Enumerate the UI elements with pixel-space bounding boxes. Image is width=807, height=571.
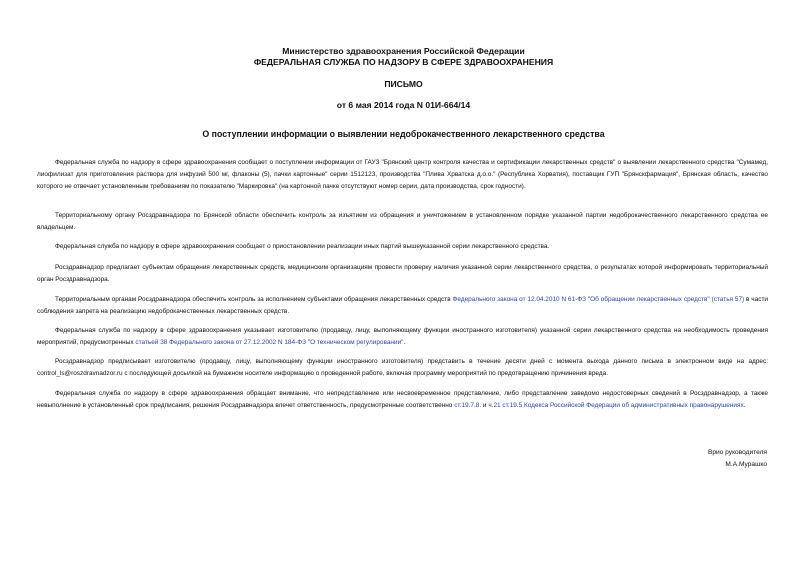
document-type: ПИСЬМО (384, 79, 423, 89)
paragraph-6-before: Федеральная служба по надзору в сфере здравоохранения указывает изготовителю (продавцу, лицу, выполняющему функции иностранного изготовителя) указанной серии лекарственного средства на необходимость проведения мероприятий, предусмотренных (37, 327, 768, 346)
signer-position: Врио руководителя (707, 449, 767, 456)
paragraph-2-text: Территориальному органу Росздравнадзора по Брянской области обеспечить контроль за изъятием из обращения и уничтожением в установленном порядке указанной партии недоброкачественного лекарственного средства ее владельцем. (37, 212, 768, 231)
paragraph-8-between: и (481, 402, 489, 409)
koap-article-19-5-link[interactable]: ч.21 ст.19.5 Кодекса Российской Федерации об административных правонарушениях (488, 402, 744, 409)
service-title: ФЕДЕРАЛЬНАЯ СЛУЖБА ПО НАДЗОРУ В СФЕРЕ ЗДРАВООХРАНЕНИЯ (253, 57, 554, 67)
paragraph-5-before: Территориальным органам Росздравнадзора обеспечить контроль за исполнением субъектами обращения лекарственных средств (55, 296, 453, 303)
paragraph-8-before: Федеральная служба по надзору в сфере здравоохранения обращает внимание, что непредставление или несвоевременное представление, либо представление заведомо недостоверных сведений в Росздравнадзор, а также невыполнение в установленный срок предписания, решения Росздравнадзора влечет ответственность, предусмотренные соответственно (37, 390, 768, 409)
paragraph-5-text (37, 294, 768, 318)
paragraph-1-text: Федеральная служба по надзору в сфере здравоохранения сообщает о поступлении информации от ГАУЗ "Брянский центр контроля качества и сертификации лекарственных средств" о выявлении лекарственного средства "Сумамед, лиофилизат для приготовления раствора для инфузий 500 мг, флаконы (5), пачки картонные" серии 1512123, производства "Плива Хрватска д.о.о." (Республика Хорватия), поставщик ГУП "Брянскфармация", Брянская область, качество которого не отвечает установленным требованиям по показателю "Маркировка" (на картонной пачке отсутствуют номер серии, дата производства, срок годности). (37, 159, 768, 190)
paragraph-2 (37, 210, 768, 234)
document-subject: О поступлении информации о выявлении недоброкачественного лекарственного средства (202, 129, 605, 139)
paragraph-8-text (37, 388, 768, 412)
paragraph-4-text: Росздравнадзор предлагает субъектам обращения лекарственных средств, медицинским организациям провести проверку наличия указанной серии лекарственного средства, о результатах которой информировать территориальный орган Росздравнадзора. (37, 264, 768, 283)
article-57-link[interactable]: (статья 57) (711, 296, 745, 303)
document-date-number: от 6 мая 2014 года N 01И-664/14 (336, 100, 471, 110)
paragraph-4 (37, 262, 768, 286)
paragraph-3 (37, 241, 768, 253)
paragraph-6 (37, 325, 768, 349)
paragraph-1 (37, 157, 768, 193)
paragraph-6-after: . (403, 339, 406, 346)
paragraph-5-after: в части соблюдения запрета на реализацию недоброкачественных лекарственных средств. (37, 296, 768, 315)
federal-law-61-link[interactable]: Федерального закона от 12.04.2010 N 61-ФЗ "Об обращении лекарственных средств" (452, 296, 710, 303)
paragraph-8-after: . (743, 402, 746, 409)
ministry-title: Министерство здравоохранения Российской Федерации (282, 46, 525, 56)
paragraph-5 (37, 294, 768, 318)
paragraph-7 (37, 356, 768, 380)
signer-name: М.А.Мурашко (725, 461, 767, 468)
paragraph-7-text: Росздравнадзор предписывает изготовителю (продавцу, лицу, выполняющему функции иностранного изготовителя) представить в течение десяти дней с момента выхода данного письма в электронном виде на адрес: control_ls@roszdravnadzor.ru с последующей досылкой на бумажном носителе информацию о проведенной работе, включая программу мероприятий по предотвращению причинения вреда. (37, 358, 768, 377)
federal-law-184-link[interactable]: статьей 38 Федерального закона от 27.12.2002 N 184-ФЗ "О техническом регулировании" (135, 339, 404, 346)
paragraph-8 (37, 388, 768, 412)
article-19-7-8-link[interactable]: ст.19.7.8. (454, 402, 482, 409)
paragraph-6-text (37, 325, 768, 349)
paragraph-3-text: Федеральная служба по надзору в сфере здравоохранения сообщает о приостановлении реализации иных партий вышеуказанной серии лекарственного средства. (55, 243, 550, 250)
